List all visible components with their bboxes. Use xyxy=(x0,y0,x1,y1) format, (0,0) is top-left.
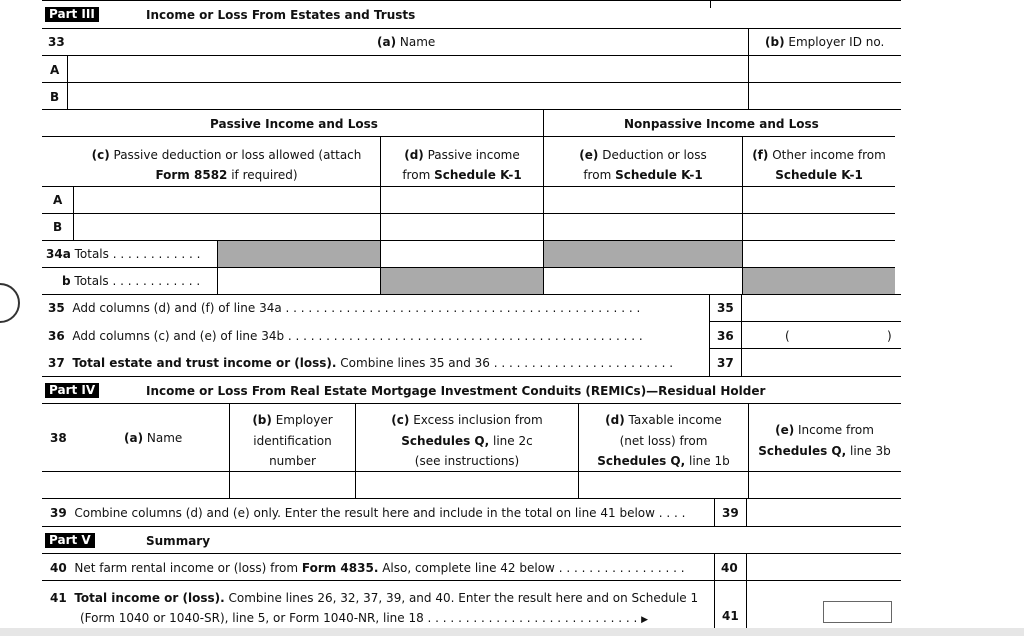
line34a-col-e-shaded xyxy=(544,241,742,267)
line35-amount-field[interactable] xyxy=(742,295,900,321)
line38-ein-field[interactable] xyxy=(230,472,354,498)
part4-tag: Part IV xyxy=(45,383,99,398)
part4-col-d-header: (d) Taxable income (net loss) from Schedules Q, line 1b xyxy=(597,413,730,468)
line39-box-number: 39 xyxy=(722,506,739,520)
line39-amount-field[interactable] xyxy=(747,499,900,525)
row-b-col-e-field[interactable] xyxy=(544,214,741,240)
line41-amount-input[interactable] xyxy=(823,601,892,623)
line33-number: 33 xyxy=(48,35,65,49)
part3-col-e-header: (e) Deduction or loss from Schedule K-1 xyxy=(579,148,707,182)
line36-box-number: 36 xyxy=(717,329,734,343)
left-edge-circle-icon xyxy=(0,283,20,323)
page-bottom-edge xyxy=(0,628,1024,636)
part3-col-b-header: (b) Employer ID no. xyxy=(765,35,885,49)
part4-col-e-header: (e) Income from Schedules Q, line 3b xyxy=(758,423,891,458)
line36-close-paren: ) xyxy=(887,329,892,343)
row-a-col-c-field[interactable] xyxy=(74,187,379,213)
line40-label: 40 Net farm rental income or (loss) from Form 4835. Also, complete line 42 below . . . . . . . . . . . . . . . . . xyxy=(50,561,685,575)
line38-name-field[interactable] xyxy=(43,472,228,498)
line34b-col-c-field[interactable] xyxy=(218,268,379,294)
part3-col-f-header: (f) Other income from Schedule K-1 xyxy=(752,148,886,182)
line41-label: 41 Total income or (loss). Combine lines 26, 32, 37, 39, and 40. Enter the result here and on Schedule 1 (Form 1040 or 1040-SR), line 5, or Form 1040-NR, line 18 . . . . . . . . . . . . . . . . . . . . . . . . . . . . ▶ xyxy=(50,591,699,625)
part3-col-d-header: (d) Passive income from Schedule K-1 xyxy=(402,148,522,182)
line33a-name-field[interactable] xyxy=(68,56,747,82)
line37-box-number: 37 xyxy=(717,356,734,370)
line34a-label: 34a Totals . . . . . . . . . . . . xyxy=(46,247,201,261)
row-a-col-d-field[interactable] xyxy=(381,187,542,213)
line34a-col-f-field[interactable] xyxy=(743,241,895,267)
line38-excess-inclusion-field[interactable] xyxy=(356,472,577,498)
line33a-ein-field[interactable] xyxy=(749,56,900,82)
line34a-col-d-field[interactable] xyxy=(381,241,542,267)
line41-arrow-icon: ▶ xyxy=(641,615,649,625)
nonpassive-heading: Nonpassive Income and Loss xyxy=(624,117,819,131)
line39-label: 39 Combine columns (d) and (e) only. Enter the result here and include in the total on line 41 below . . . . xyxy=(50,506,686,520)
passive-heading: Passive Income and Loss xyxy=(210,117,378,131)
part3-title: Income or Loss From Estates and Trusts xyxy=(146,8,416,22)
line36-amount-field[interactable] xyxy=(742,322,900,348)
row-a-col-e-field[interactable] xyxy=(544,187,741,213)
line36-open-paren: ( xyxy=(785,329,790,343)
line38-number: 38 xyxy=(50,431,67,445)
part3-tag: Part III xyxy=(45,7,99,22)
part3-col-a-header: (a) Name xyxy=(377,35,436,49)
row34-a-label: A xyxy=(53,193,63,207)
line36-label: 36 Add columns (c) and (e) of line 34b . . . . . . . . . . . . . . . . . . . . . . . . . . . . . . . . . . . . . . . . . . . . . . . xyxy=(48,329,643,343)
part4-col-a-header: (a) Name xyxy=(124,431,183,445)
line37-label: 37 Total estate and trust income or (loss). Combine lines 35 and 36 . . . . . . . . . . . . . . . . . . . . . . . . xyxy=(48,356,674,370)
line40-amount-field[interactable] xyxy=(747,554,900,580)
line35-label: 35 Add columns (d) and (f) of line 34a . . . . . . . . . . . . . . . . . . . . . . . . . . . . . . . . . . . . . . . . . . . . . . . xyxy=(48,301,641,315)
part4-col-b-header: (b) Employer identification number xyxy=(252,413,333,468)
row33-b-label: B xyxy=(50,90,60,104)
part4-col-c-header: (c) Excess inclusion from Schedules Q, line 2c (see instructions) xyxy=(391,413,543,468)
row-b-col-d-field[interactable] xyxy=(381,214,542,240)
row-a-col-f-field[interactable] xyxy=(743,187,895,213)
line34b-col-e-field[interactable] xyxy=(544,268,741,294)
part3-col-c-header: (c) Passive deduction or loss allowed (attach Form 8582 if required) xyxy=(91,148,362,182)
line37-amount-field[interactable] xyxy=(742,349,900,375)
line40-box-number: 40 xyxy=(721,561,738,575)
line38-income-field[interactable] xyxy=(749,472,900,498)
row34-b-label: B xyxy=(53,220,63,234)
line41-box-number: 41 xyxy=(722,609,739,623)
row-b-col-f-field[interactable] xyxy=(743,214,895,240)
part4-title: Income or Loss From Real Estate Mortgage Investment Conduits (REMICs)—Residual Holder xyxy=(146,384,766,398)
line38-taxable-income-field[interactable] xyxy=(579,472,747,498)
line33b-ein-field[interactable] xyxy=(749,83,900,109)
line34b-col-f-shaded xyxy=(743,268,895,294)
part5-tag: Part V xyxy=(45,533,95,548)
row-b-col-c-field[interactable] xyxy=(74,214,379,240)
line34b-label: b Totals . . . . . . . . . . . . xyxy=(62,274,201,288)
row33-a-label: A xyxy=(50,63,60,77)
line33b-name-field[interactable] xyxy=(68,83,747,109)
part5-title: Summary xyxy=(146,534,211,548)
line35-box-number: 35 xyxy=(717,301,734,315)
line34b-col-d-shaded xyxy=(381,268,543,294)
line34a-col-c-shaded xyxy=(218,241,380,267)
